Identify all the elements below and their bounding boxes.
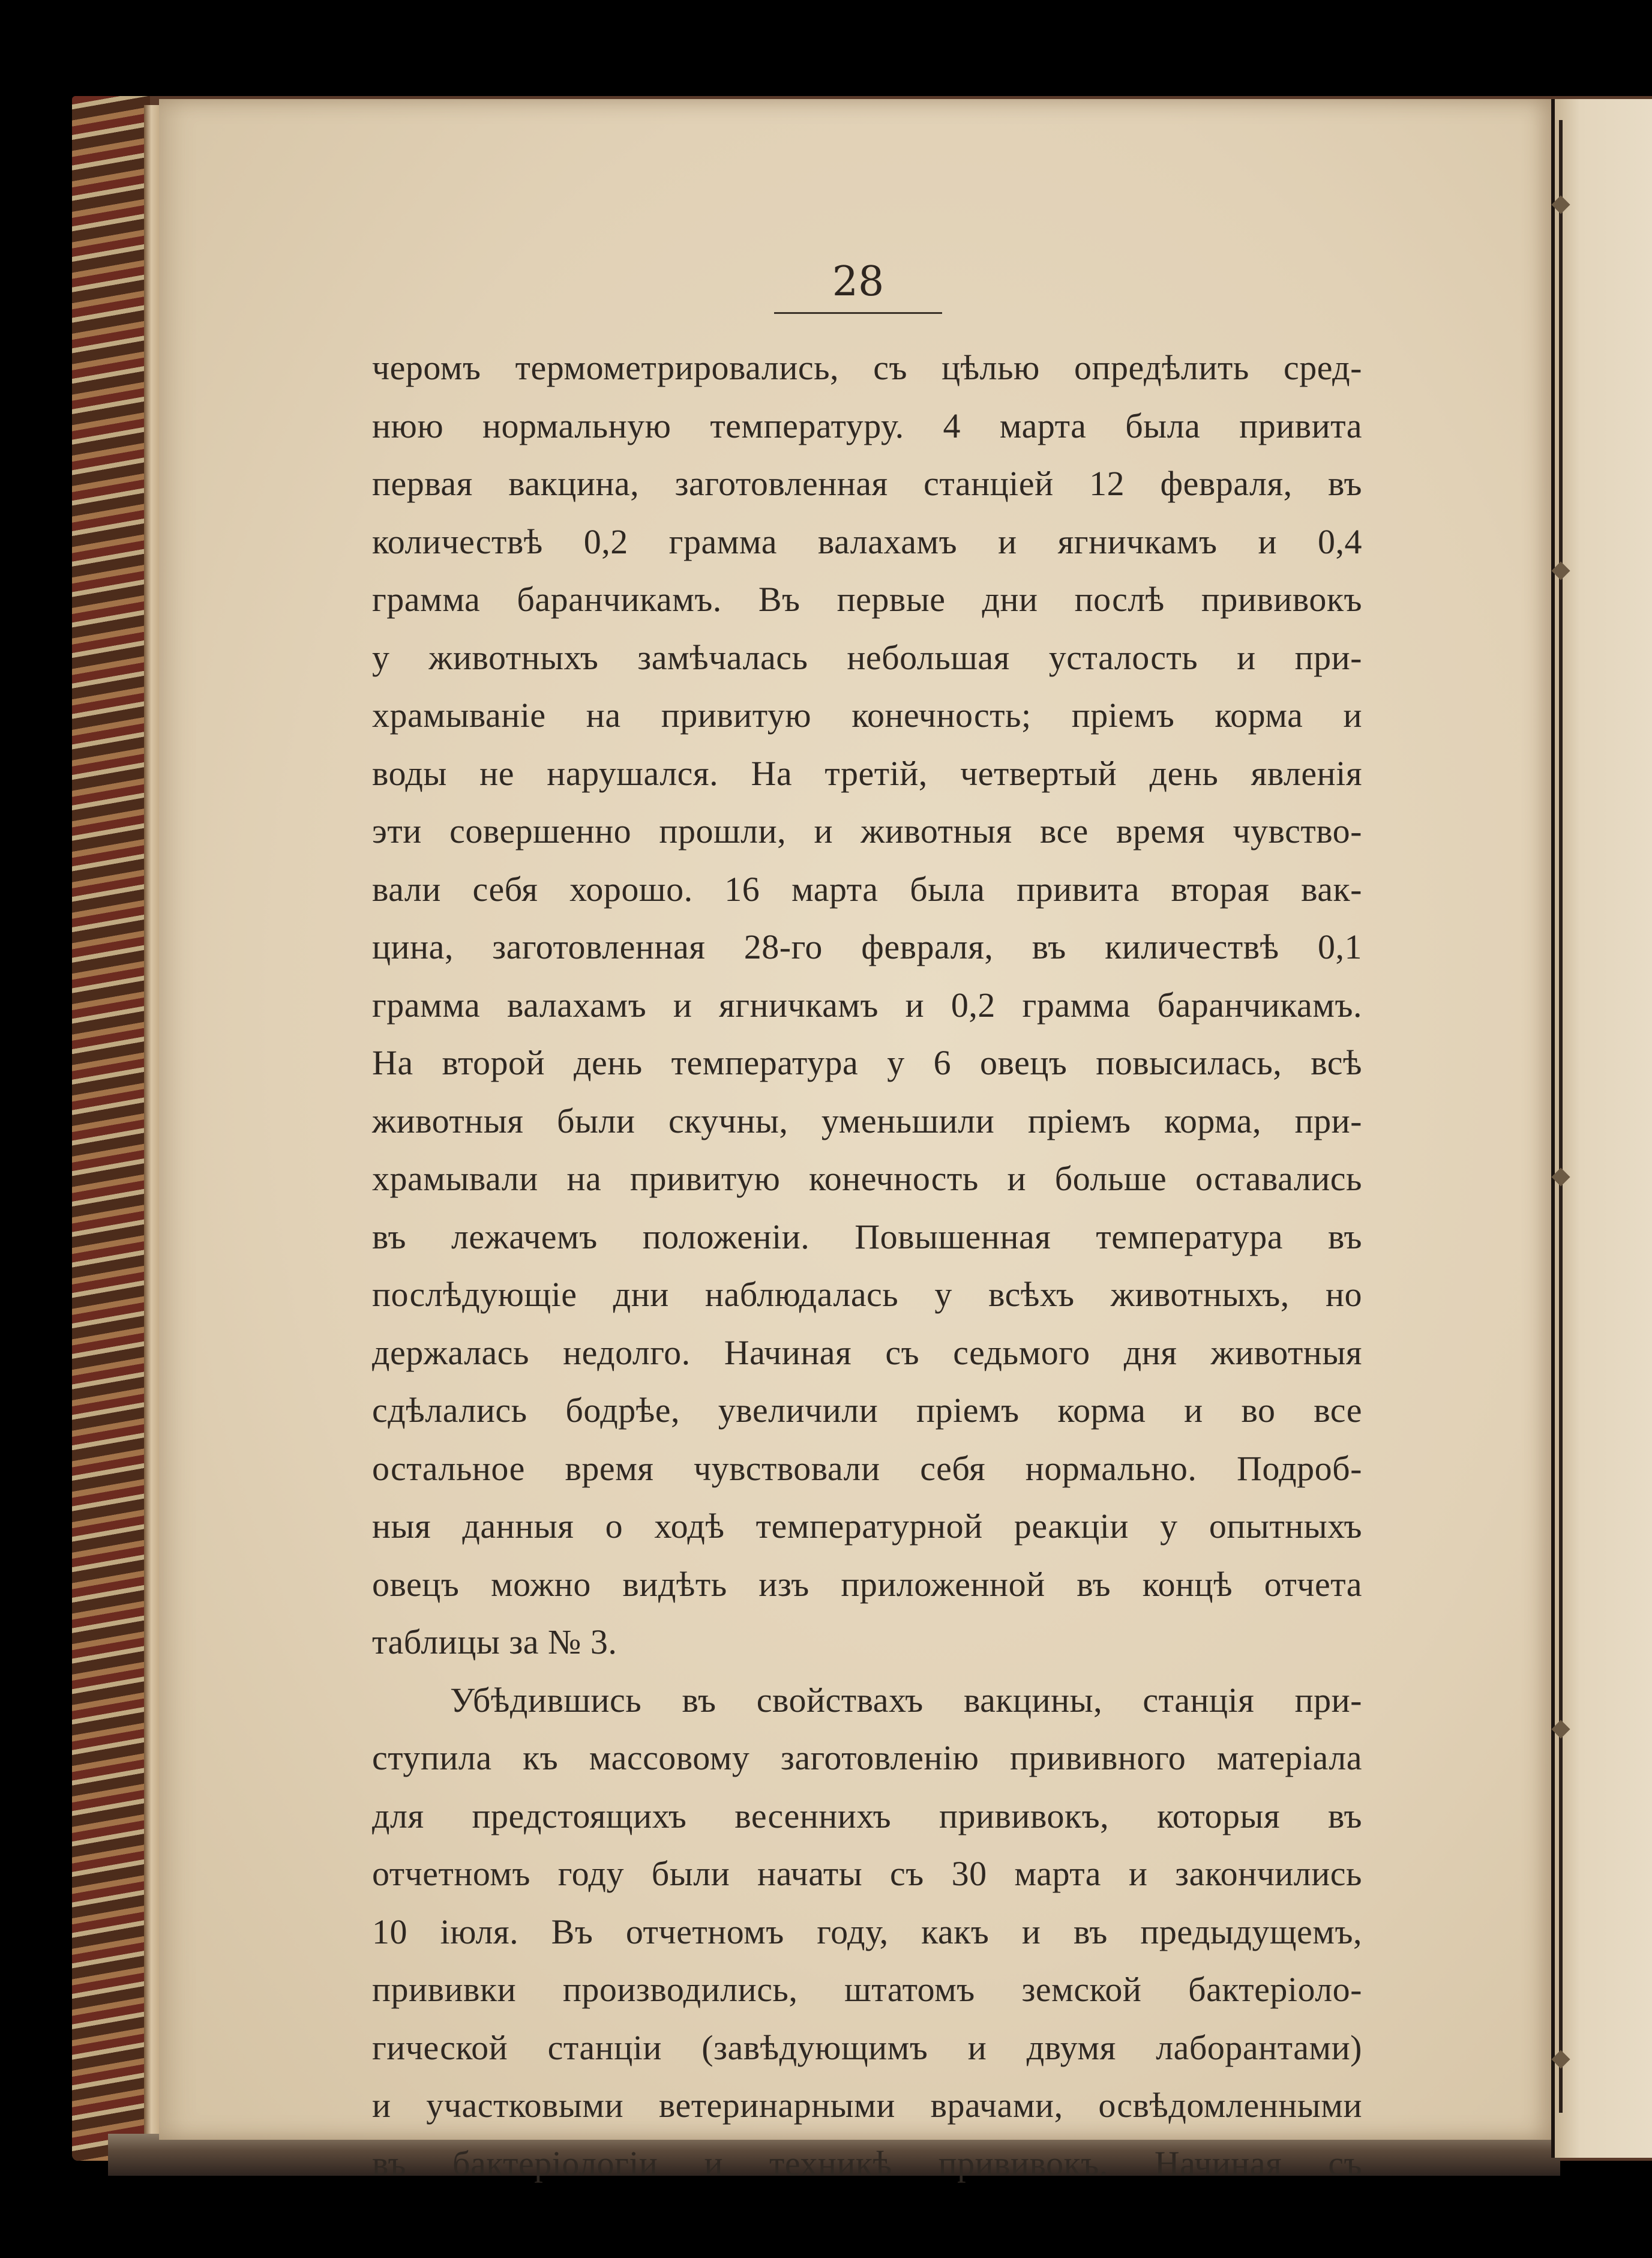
- text-line: таблицы за № 3.: [372, 1622, 617, 1661]
- text-line: храмываніе на привитую конечность; пріемъ корма и: [372, 696, 1362, 735]
- text-line: ступила къ массовому заготовленію прививного матеріала: [372, 1738, 1362, 1777]
- text-line: отчетномъ году были начаты съ 30 марта и закончились: [372, 1854, 1362, 1893]
- page-number: 28: [832, 258, 885, 306]
- text-line: ныя данныя о ходѣ температурной реакціи у опытныхъ: [372, 1507, 1362, 1546]
- text-line: овецъ можно видѣть изъ приложенной въ концѣ отчета: [372, 1564, 1362, 1604]
- text-line: грамма валахамъ и ягничкамъ и 0,2 грамма баранчикамъ.: [372, 985, 1362, 1025]
- text-line: эти совершенно прошли, и животныя все время чувство-: [372, 811, 1362, 851]
- text-line: остальное время чувствовали себя нормально. Подроб-: [372, 1448, 1362, 1488]
- text-line: прививки производились, штатомъ земской бактеріоло-: [372, 1970, 1362, 2009]
- marbled-spine-edge: [72, 96, 150, 2161]
- text-line: черомъ термометрировались, съ цѣлью опредѣлить сред-: [372, 348, 1362, 387]
- text-line: у животныхъ замѣчалась небольшая усталость и при-: [372, 637, 1362, 677]
- adjacent-page-edge: [1551, 99, 1652, 2158]
- page-number-rule: [774, 312, 942, 314]
- text-line: первая вакцина, заготовленная станціей 12 февраля, въ: [372, 464, 1362, 503]
- text-line: и участковыми ветеринарными врачами, освѣдомленными: [372, 2086, 1362, 2125]
- text-line: Убѣдившись въ свойствахъ вакцины, станція при-: [450, 1680, 1362, 1720]
- page-body-text: [372, 339, 1362, 2193]
- text-line: количествѣ 0,2 грамма валахамъ и ягничкамъ и 0,4: [372, 522, 1362, 561]
- text-line: цина, заготовленная 28-го февраля, въ киличествѣ 0,1: [372, 927, 1362, 966]
- text-line: гической станціи (завѣдующимъ и двумя лаборантами): [372, 2028, 1362, 2067]
- text-line: послѣдующіе дни наблюдалась у всѣхъ животныхъ, но: [372, 1275, 1362, 1314]
- text-line: въ лежачемъ положеніи. Повышенная температура въ: [372, 1217, 1362, 1256]
- text-line: вали себя хорошо. 16 марта была привита вторая вак-: [372, 869, 1362, 909]
- text-line: сдѣлались бодрѣе, увеличили пріемъ корма и во все: [372, 1391, 1362, 1430]
- text-line: держалась недолго. Начиная съ седьмого дня животныя: [372, 1332, 1362, 1372]
- text-line: грамма баранчикамъ. Въ первые дни послѣ прививокъ: [372, 580, 1362, 619]
- text-line: нюю нормальную температуру. 4 марта была привита: [372, 406, 1362, 445]
- page-fold-line: [1559, 120, 1563, 2113]
- text-line: для предстоящихъ весеннихъ прививокъ, которыя въ: [372, 1796, 1362, 1835]
- text-line: На второй день температура у 6 овецъ повысилась, всѣ: [372, 1043, 1362, 1082]
- text-line: животныя были скучны, уменьшили пріемъ корма, при-: [372, 1101, 1362, 1140]
- text-line: храмывали на привитую конечность и больше оставались: [372, 1159, 1362, 1198]
- text-line: въ бактеріологіи и техникѣ прививокъ. Начиная съ: [372, 2143, 1362, 2183]
- text-line: 10 іюля. Въ отчетномъ году, какъ и въ предыдущемъ,: [372, 1912, 1362, 1951]
- text-line: воды не нарушался. На третій, четвертый день явленія: [372, 753, 1362, 793]
